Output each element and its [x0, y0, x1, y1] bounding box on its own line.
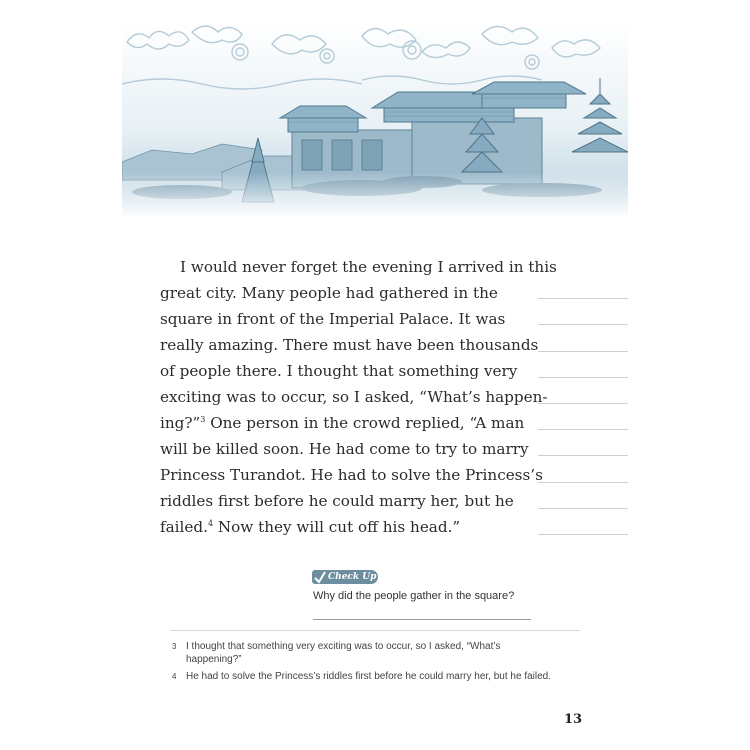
- note-rule: [538, 483, 628, 509]
- passage-line: of people there. I thought that something very: [160, 362, 518, 380]
- footnote-number: 3: [172, 642, 177, 651]
- checkmark-icon: [314, 570, 326, 584]
- footnote-text: He had to solve the Princess’s riddles first before he could marry her, but he failed.: [186, 671, 552, 682]
- check-up-question: Why did the people gather in the square?: [313, 590, 515, 602]
- footnote-text: I thought that something very exciting was to occur, so I asked, “What’s happening?”: [186, 641, 501, 665]
- passage-line: exciting was to occur, so I asked, “What’s happen-: [160, 388, 548, 406]
- footnote-divider: [170, 630, 580, 631]
- passage-line: riddles first before he could marry her, but he: [160, 492, 514, 510]
- note-lines: [538, 273, 628, 535]
- note-rule: [538, 273, 628, 299]
- answer-line[interactable]: [313, 619, 531, 620]
- passage-line: great city. Many people had gathered in the: [160, 284, 498, 302]
- note-rule: [538, 352, 628, 378]
- footnote-marker: 3: [200, 415, 206, 424]
- passage-line: will be killed soon. He had come to try to marry: [160, 440, 529, 458]
- story-passage: [160, 254, 557, 540]
- note-rule: [538, 430, 628, 456]
- passage-line: really amazing. There must have been thousands: [160, 336, 539, 354]
- check-up-label: Check Up: [328, 572, 377, 582]
- note-rule: [538, 378, 628, 404]
- note-rule: [538, 456, 628, 482]
- note-rule: [538, 509, 628, 535]
- passage-line: Princess Turandot. He had to solve the Princess’s: [160, 466, 543, 484]
- passage-line: ing?”$^3$ One person in the crowd replied, “A man: [160, 414, 525, 432]
- passage-line: failed.$^4$ Now they will cut off his head.”: [160, 518, 461, 536]
- palace-illustration: [122, 22, 628, 218]
- passage-line: square in front of the Imperial Palace. It was: [160, 310, 506, 328]
- footnote-marker: 4: [207, 519, 214, 528]
- note-rule: [538, 404, 628, 430]
- passage-line: I would never forget the evening I arrived in this: [180, 258, 557, 276]
- footnote-number: 4: [172, 672, 177, 681]
- footnote-3: [172, 640, 552, 666]
- note-rule: [538, 325, 628, 351]
- footnote-4: [172, 670, 552, 683]
- page-number: 13: [564, 712, 583, 727]
- note-rule: [538, 299, 628, 325]
- check-up-badge: [312, 570, 378, 584]
